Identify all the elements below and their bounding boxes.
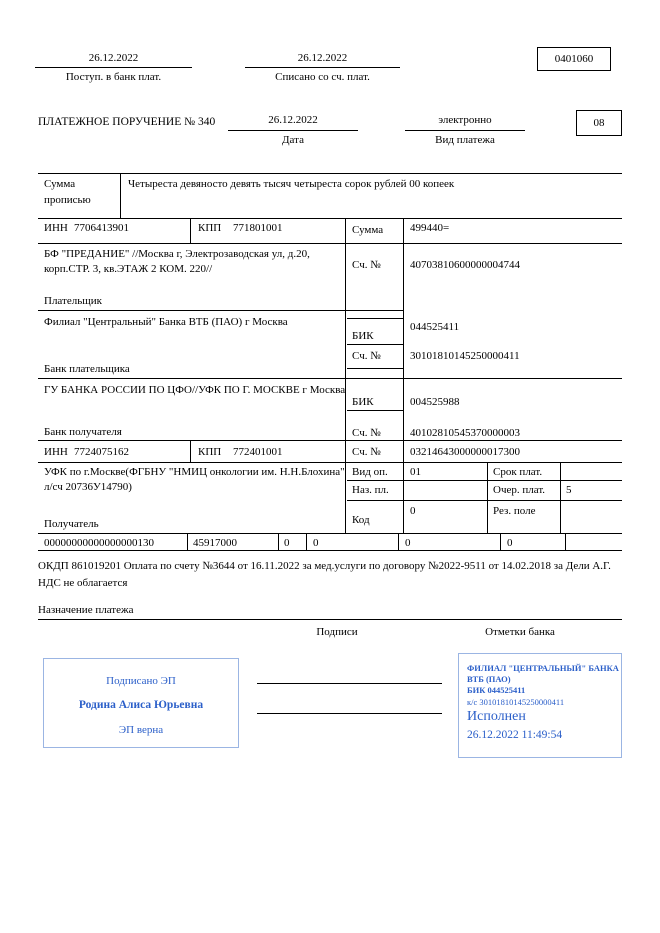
table-line [487, 462, 488, 533]
payer-name-line1: БФ "ПРЕДАНИЕ" //Москва г, Электрозаводская ул, д.20, [44, 248, 310, 260]
table-line [306, 533, 307, 550]
doc-date-value: 0 [507, 537, 513, 549]
received-underline [35, 67, 192, 68]
stamp-datetime: 26.12.2022 11:49:54 [467, 729, 563, 741]
table-line [120, 173, 121, 218]
oktmo-value: 45917000 [193, 537, 237, 549]
table-line [38, 173, 622, 174]
bank-stamp [458, 653, 622, 758]
purpose-line2: НДС не облагается [38, 577, 128, 589]
recipient-bank-bik: 004525988 [410, 396, 460, 408]
stamp-bank-name-line2: ВТБ (ПАО) [467, 674, 511, 684]
rez-pole-label: Рез. поле [493, 505, 536, 517]
debited-date: 26.12.2022 [297, 52, 348, 64]
recipient-bank-account: 40102810545370000003 [410, 427, 520, 439]
table-line [347, 410, 403, 411]
payer-kpp-label: КПП [198, 222, 222, 234]
stamp-status: Исполнен [467, 709, 526, 724]
form-code: 0401060 [554, 53, 594, 65]
recipient-section-label: Получатель [44, 518, 99, 530]
recipient-name-line2: л/сч 20736У14790) [44, 481, 132, 493]
payer-inn-label: ИНН [44, 222, 68, 234]
debited-underline [245, 67, 400, 68]
amount-words-label: Сумма [44, 178, 76, 190]
table-line [347, 500, 622, 501]
payer-account-label: Сч. № [352, 259, 381, 271]
table-line [38, 462, 622, 463]
recipient-bank-name: ГУ БАНКА РОССИИ ПО ЦФО//УФК ПО Г. МОСКВЕ г Москва [44, 384, 346, 396]
table-line [560, 462, 561, 533]
payer-bank-bik-label: БИК [352, 330, 374, 342]
signature-line [257, 683, 442, 684]
table-line [345, 218, 346, 533]
payer-section-label: Плательщик [44, 295, 102, 307]
debited-label: Списано со сч. плат. [275, 71, 370, 83]
recipient-inn-label: ИНН [44, 446, 68, 458]
payer-bank-name: Филиал "Центральный" Банка ВТБ (ПАО) г Москва [44, 316, 288, 328]
kod-label: Код [352, 514, 370, 526]
table-line [190, 218, 191, 243]
recipient-bank-bik-label: БИК [352, 396, 374, 408]
table-line [347, 368, 403, 369]
stamp-bik: БИК 044525411 [467, 685, 526, 695]
payer-kpp: 771801001 [233, 222, 283, 234]
doc-number-value: 0 [405, 537, 411, 549]
table-line [347, 344, 403, 345]
payment-kind-label: Вид платежа [435, 134, 495, 146]
payment-kind-underline [405, 130, 525, 131]
table-line [500, 533, 501, 550]
table-line [38, 243, 622, 244]
payer-bank-account: 30101810145250000411 [410, 350, 520, 362]
purpose-underline [38, 619, 622, 620]
table-line [347, 480, 622, 481]
esign-line1: Подписано ЭП [106, 675, 176, 687]
doc-date: 26.12.2022 [268, 114, 318, 126]
recipient-bank-account-label: Сч. № [352, 427, 381, 439]
signatures-label: Подписи [316, 626, 358, 638]
purpose-line1: ОКДП 861019201 Оплата по счету №3644 от 16.11.2022 за мед.услуги по договору №2022-9511 от 14.02.2018 за Дели А.Г. [38, 560, 611, 572]
table-line [38, 533, 622, 534]
ocher-plat-label: Очер. плат. [493, 484, 546, 496]
payer-account: 40703810600000004744 [410, 259, 520, 271]
recipient-bank-section-label: Банк получателя [44, 426, 122, 438]
table-line [347, 318, 403, 319]
table-line [565, 533, 566, 550]
kod-value: 0 [410, 505, 416, 517]
purpose-section-label: Назначение платежа [38, 604, 134, 616]
received-date: 26.12.2022 [88, 52, 139, 64]
table-line [398, 533, 399, 550]
bank-marks-label: Отметки банка [485, 626, 555, 638]
period-value: 0 [313, 537, 319, 549]
recipient-inn: 7724075162 [74, 446, 129, 458]
recipient-name-line1: УФК по г.Москве(ФГБНУ "НМИЦ онкологии им. Н.Н.Блохина" [44, 466, 345, 478]
naz-pl-label: Наз. пл. [352, 484, 389, 496]
table-line [38, 378, 622, 379]
esignature-stamp [43, 658, 239, 748]
srok-plat-label: Срок плат. [493, 466, 543, 478]
document-title: ПЛАТЕЖНОЕ ПОРУЧЕНИЕ № 340 [38, 116, 216, 128]
recipient-account: 03214643000000017300 [410, 446, 520, 458]
recipient-kpp: 772401001 [233, 446, 283, 458]
vid-op-label: Вид оп. [352, 466, 388, 478]
stamp-bank-name-line1: ФИЛИАЛ "ЦЕНТРАЛЬНЫЙ" БАНКА [467, 663, 619, 673]
recipient-account-label: Сч. № [352, 446, 381, 458]
payer-inn: 7706413901 [74, 222, 129, 234]
table-line [278, 533, 279, 550]
esign-signer-name: Родина Алиса Юрьевна [78, 699, 204, 711]
basis-value: 0 [284, 537, 290, 549]
table-line [403, 218, 404, 533]
amount-in-words: Четыреста девяносто девять тысяч четыреста сорок рублей 00 копеек [128, 178, 455, 190]
recipient-kpp-label: КПП [198, 446, 222, 458]
ocher-plat-value: 5 [566, 484, 572, 496]
payment-kind: электронно [438, 114, 492, 126]
status-code: 08 [593, 117, 605, 129]
payer-bank-bik: 044525411 [410, 321, 460, 333]
payer-bank-account-label: Сч. № [352, 350, 381, 362]
table-line [190, 440, 191, 462]
table-line [38, 440, 622, 441]
table-line [38, 218, 622, 219]
vid-op-value: 01 [410, 466, 421, 478]
received-label: Поступ. в банк плат. [65, 71, 162, 83]
table-line [38, 550, 622, 551]
table-line [38, 310, 403, 311]
form-code-box [537, 47, 611, 71]
esign-line3: ЭП верна [118, 724, 164, 736]
signature-line [257, 713, 442, 714]
sum-value: 499440= [410, 222, 450, 234]
amount-words-label-2: прописью [44, 194, 91, 206]
stamp-corr-account: к/с 30101810145250000411 [467, 697, 565, 707]
payer-bank-section-label: Банк плательщика [44, 363, 130, 375]
table-line [187, 533, 188, 550]
kbk-value: 00000000000000000130 [44, 537, 154, 549]
status-code-box [576, 110, 622, 136]
payer-name-line2: корп.СТР. 3, кв.ЭТАЖ 2 КОМ. 220// [44, 263, 213, 275]
doc-date-underline [228, 130, 358, 131]
doc-date-label: Дата [282, 134, 304, 146]
sum-label: Сумма [352, 224, 384, 236]
